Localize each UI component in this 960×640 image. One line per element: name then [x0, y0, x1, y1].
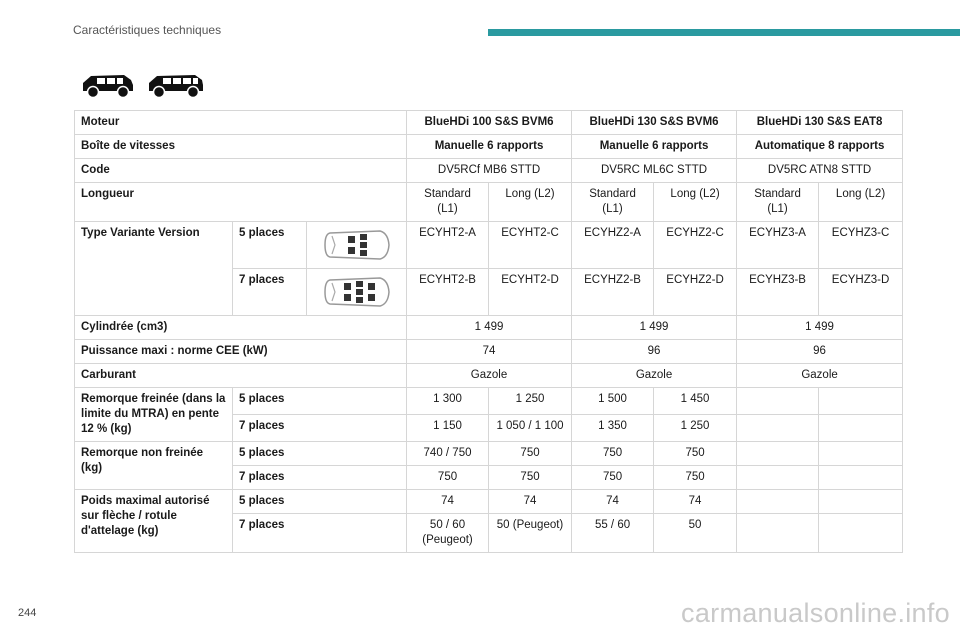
- vehicle-icons: [80, 71, 206, 99]
- code-2: DV5RC ML6C STTD: [572, 159, 737, 183]
- length-cell: Long (L2): [819, 183, 903, 222]
- page-number: 244: [18, 607, 37, 619]
- row-power: [75, 340, 903, 364]
- section-title: Caractéristiques techniques: [73, 23, 222, 37]
- nose5-cell: [737, 490, 819, 514]
- label-noseweight: Poids maximal autorisé sur flèche / rotule d'attelage (kg): [75, 490, 233, 553]
- nose7-cell: 50: [654, 514, 737, 553]
- row-noseweight-5: [75, 490, 903, 514]
- gearbox-1: Manuelle 6 rapports: [407, 135, 572, 159]
- braked5-cell: 1 300: [407, 388, 489, 415]
- nose7-cell: 50 (Peugeot): [489, 514, 572, 553]
- length-cell: Long (L2): [489, 183, 572, 222]
- seats-7-icon: [322, 274, 392, 310]
- label-braked-trailer: Remorque freinée (dans la limite du MTRA) en pente 12 % (kg): [75, 388, 233, 442]
- row-fuel: [75, 364, 903, 388]
- nose5-cell: 74: [572, 490, 654, 514]
- power-3: 96: [737, 340, 903, 364]
- unbraked5-cell: [737, 442, 819, 466]
- nose5-cell: 74: [407, 490, 489, 514]
- power-2: 96: [572, 340, 737, 364]
- fuel-1: Gazole: [407, 364, 572, 388]
- engine-1: BlueHDi 100 S&S BVM6: [407, 111, 572, 135]
- label-moteur: Moteur: [75, 111, 407, 135]
- spec-table: [74, 110, 903, 553]
- seats-7-cell: [307, 269, 407, 316]
- cylinder-2: 1 499: [572, 316, 737, 340]
- header-accent-bar: [488, 29, 960, 36]
- engine-2: BlueHDi 130 S&S BVM6: [572, 111, 737, 135]
- tvv5-cell: ECYHZ3-A: [737, 222, 819, 269]
- unbraked5-cell: 750: [489, 442, 572, 466]
- fuel-3: Gazole: [737, 364, 903, 388]
- braked7-cell: 1 250: [654, 415, 737, 442]
- row-braked-5: [75, 388, 903, 415]
- label-cylinder: Cylindrée (cm3): [75, 316, 407, 340]
- label-fuel: Carburant: [75, 364, 407, 388]
- gearbox-2: Manuelle 6 rapports: [572, 135, 737, 159]
- fuel-2: Gazole: [572, 364, 737, 388]
- places-7-label: 7 places: [233, 269, 307, 316]
- length-cell: Standard (L1): [407, 183, 489, 222]
- label-unbraked-trailer: Remorque non freinée (kg): [75, 442, 233, 490]
- braked5-cell: 1 250: [489, 388, 572, 415]
- places-5-label: 5 places: [233, 388, 407, 415]
- braked7-cell: 1 050 / 1 100: [489, 415, 572, 442]
- seats-5-cell: [307, 222, 407, 269]
- tvv7-cell: ECYHZ2-D: [654, 269, 737, 316]
- braked7-cell: 1 150: [407, 415, 489, 442]
- cylinder-3: 1 499: [737, 316, 903, 340]
- nose5-cell: 74: [654, 490, 737, 514]
- braked5-cell: 1 500: [572, 388, 654, 415]
- row-unbraked-5: [75, 442, 903, 466]
- unbraked7-cell: 750: [407, 466, 489, 490]
- places-7-label: 7 places: [233, 415, 407, 442]
- unbraked7-cell: [737, 466, 819, 490]
- tvv7-cell: ECYHT2-D: [489, 269, 572, 316]
- tvv5-cell: ECYHT2-C: [489, 222, 572, 269]
- nose7-cell: [737, 514, 819, 553]
- tvv5-cell: ECYHZ3-C: [819, 222, 903, 269]
- cylinder-1: 1 499: [407, 316, 572, 340]
- unbraked7-cell: 750: [654, 466, 737, 490]
- unbraked7-cell: 750: [489, 466, 572, 490]
- row-code: [75, 159, 903, 183]
- places-5-label: 5 places: [233, 442, 407, 466]
- unbraked5-cell: 750: [572, 442, 654, 466]
- nose7-cell: 55 / 60: [572, 514, 654, 553]
- label-power: Puissance maxi : norme CEE (kW): [75, 340, 407, 364]
- places-7-label: 7 places: [233, 466, 407, 490]
- unbraked7-cell: [819, 466, 903, 490]
- length-cell: Long (L2): [654, 183, 737, 222]
- places-7-label: 7 places: [233, 514, 407, 553]
- tvv5-cell: ECYHT2-A: [407, 222, 489, 269]
- nose5-cell: 74: [489, 490, 572, 514]
- unbraked7-cell: 750: [572, 466, 654, 490]
- places-5-label: 5 places: [233, 222, 307, 269]
- code-3: DV5RC ATN8 STTD: [737, 159, 903, 183]
- row-cylinder: [75, 316, 903, 340]
- watermark: carmanualsonline.info: [681, 598, 950, 628]
- label-tvv: Type Variante Version: [75, 222, 233, 316]
- unbraked5-cell: [819, 442, 903, 466]
- length-cell: Standard (L1): [737, 183, 819, 222]
- row-tvv-5: [75, 222, 903, 269]
- braked7-cell: [737, 415, 819, 442]
- braked7-cell: 1 350: [572, 415, 654, 442]
- row-gearbox: [75, 135, 903, 159]
- places-5-label: 5 places: [233, 490, 407, 514]
- tvv7-cell: ECYHT2-B: [407, 269, 489, 316]
- row-length: [75, 183, 903, 222]
- seats-5-icon: [322, 227, 392, 263]
- van-long-icon: [146, 71, 206, 99]
- length-cell: Standard (L1): [572, 183, 654, 222]
- engine-3: BlueHDi 130 S&S EAT8: [737, 111, 903, 135]
- unbraked5-cell: 740 / 750: [407, 442, 489, 466]
- braked5-cell: [819, 388, 903, 415]
- label-gearbox: Boîte de vitesses: [75, 135, 407, 159]
- nose5-cell: [819, 490, 903, 514]
- tvv7-cell: ECYHZ3-D: [819, 269, 903, 316]
- label-code: Code: [75, 159, 407, 183]
- nose7-cell: [819, 514, 903, 553]
- tvv5-cell: ECYHZ2-C: [654, 222, 737, 269]
- unbraked5-cell: 750: [654, 442, 737, 466]
- row-moteur: [75, 111, 903, 135]
- van-short-icon: [80, 71, 136, 99]
- code-1: DV5RCf MB6 STTD: [407, 159, 572, 183]
- tvv7-cell: ECYHZ3-B: [737, 269, 819, 316]
- gearbox-3: Automatique 8 rapports: [737, 135, 903, 159]
- power-1: 74: [407, 340, 572, 364]
- braked7-cell: [819, 415, 903, 442]
- label-length: Longueur: [75, 183, 407, 222]
- tvv5-cell: ECYHZ2-A: [572, 222, 654, 269]
- nose7-cell: 50 / 60 (Peugeot): [407, 514, 489, 553]
- braked5-cell: 1 450: [654, 388, 737, 415]
- tvv7-cell: ECYHZ2-B: [572, 269, 654, 316]
- braked5-cell: [737, 388, 819, 415]
